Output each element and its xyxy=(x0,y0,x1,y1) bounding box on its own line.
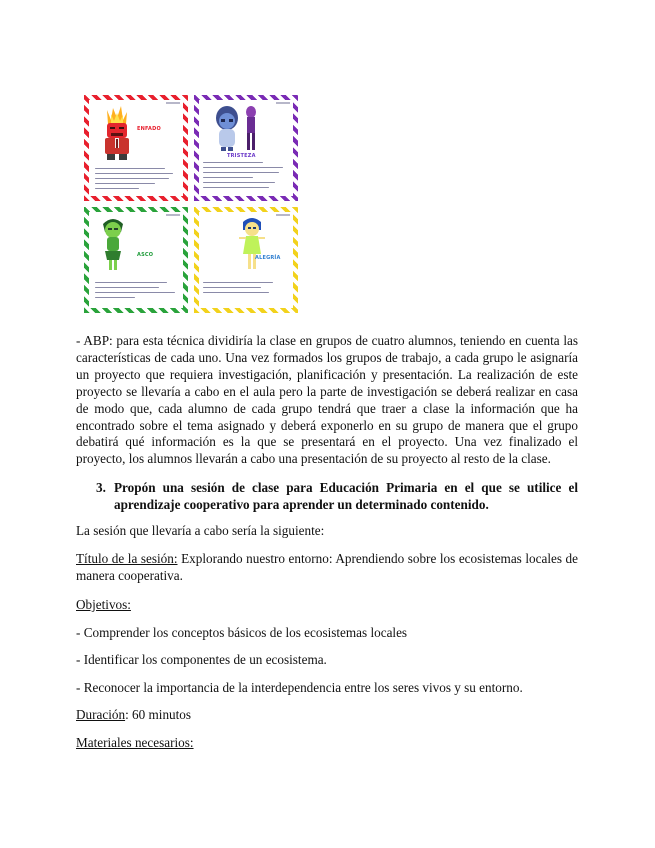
session-title-label: Título de la sesión: xyxy=(76,551,178,566)
anger-card-title: ENFADO xyxy=(137,126,161,132)
sadness-card xyxy=(194,95,298,201)
disgust-character-icon xyxy=(99,216,127,272)
anger-character-icon xyxy=(99,106,135,162)
abp-paragraph: - ABP: para esta técnica dividiría la clase en grupos de cuatro alumnos, teniendo en cuenta las características de cada uno. Una vez formados los grupos de trabajo, a cada grupo le asignaría un proyecto que requiera investigación, planificación y presentación. La realización de este proyecto se llevaría a cabo en el aula pero la parte de investigación se deberá realizar en casa de modo que, cada alumno de cada grupo tendrá que traer a clase la información que ha encontrado sobre el tema asignado y deberá exponerlo en su grupo de manera que el grupo debatirá qué información es la que se presentará en el proyecto. Una vez finalizado el proyecto, los alumnos llevarán a cabo una presentación de su proyecto al resto de la clase. xyxy=(76,333,578,467)
duration-value: : 60 minutos xyxy=(125,707,192,722)
sadness-card-title: TRISTEZA xyxy=(227,153,256,159)
sadness-character-icon xyxy=(213,104,263,152)
question-heading xyxy=(96,480,578,513)
duration-label: Duración xyxy=(76,707,126,722)
duration-paragraph xyxy=(76,707,578,724)
disgust-card xyxy=(84,207,188,313)
joy-character-icon xyxy=(237,216,267,272)
emotion-cards-image xyxy=(84,95,298,313)
session-title-value: Explorando nuestro entorno: Aprendiendo sobre los ecosistemas locales de manera cooperativa. xyxy=(76,551,578,583)
objectives-heading: Objetivos: xyxy=(76,597,131,612)
objective-item: - Identificar los componentes de un ecosistema. xyxy=(76,652,327,667)
objective-item: - Reconocer la importancia de la interdependencia entre los seres vivos y su entorno. xyxy=(76,680,523,695)
anger-card xyxy=(84,95,188,201)
question-number: 3. xyxy=(96,480,106,495)
session-intro: La sesión que llevaría a cabo sería la siguiente: xyxy=(76,523,325,538)
session-title-paragraph xyxy=(76,551,578,585)
question-text: Propón una sesión de clase para Educación Primaria en el que se utilice el aprendizaje cooperativo para aprender un determinado contenido. xyxy=(114,480,578,512)
joy-card xyxy=(194,207,298,313)
objective-item: - Comprender los conceptos básicos de los ecosistemas locales xyxy=(76,625,408,640)
joy-card-title: ALEGRÍA xyxy=(255,255,281,261)
disgust-card-title: ASCO xyxy=(137,252,154,258)
materials-heading: Materiales necesarios: xyxy=(76,735,194,750)
